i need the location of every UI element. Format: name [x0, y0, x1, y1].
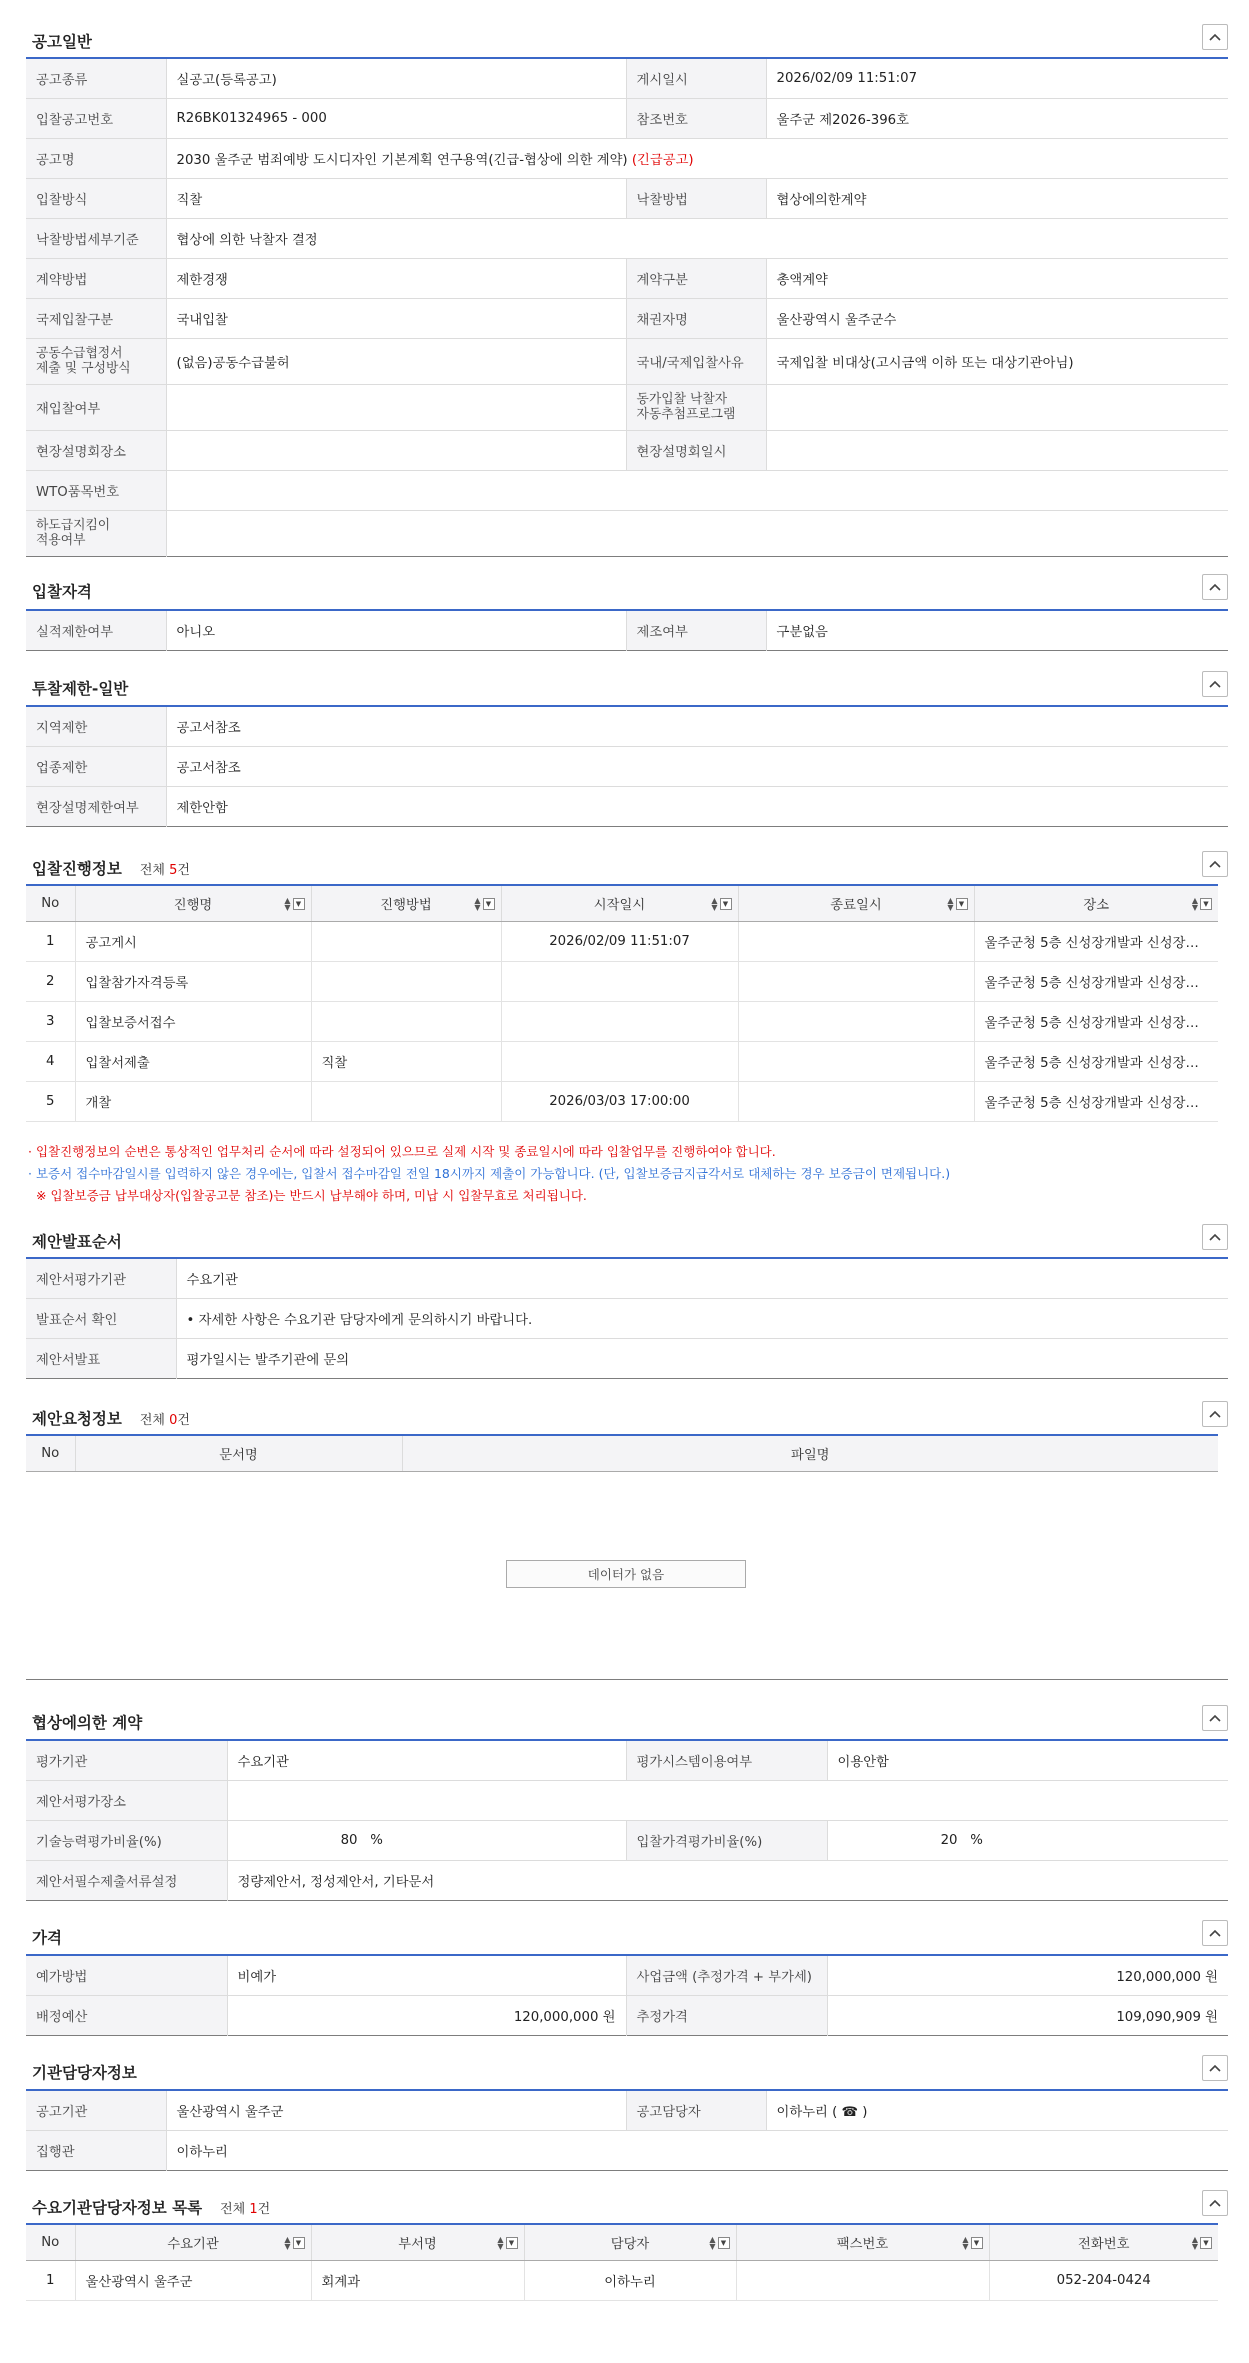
cell-place: 울주군청 5층 신성장개발과 신성장… — [974, 921, 1218, 961]
negotiation-table — [26, 1739, 1228, 1901]
cell-step-name: 개찰 — [75, 1081, 311, 1121]
sort-filter-control[interactable] — [711, 897, 731, 911]
cell-step-method — [311, 1001, 501, 1041]
award-detail-value: 협상에 의한 낙찰자 결정 — [166, 218, 1228, 258]
contract-method-value: 제한경쟁 — [166, 258, 626, 298]
cell-no: 3 — [26, 1001, 75, 1041]
chevron-up-icon — [1209, 2199, 1221, 2207]
filter-dropdown-icon[interactable]: ▼ — [1200, 2237, 1212, 2249]
collapse-button[interactable] — [1202, 2190, 1228, 2216]
cell-no: 1 — [26, 921, 75, 961]
count-prefix: 전체 — [139, 863, 170, 878]
subcontract-label-line1: 하도급지킴이 — [36, 518, 111, 533]
cell-no: 4 — [26, 1041, 75, 1081]
qualification-table — [26, 609, 1228, 651]
site-limit-label: 현장설명제한여부 — [26, 786, 166, 826]
site-date-label: 현장설명회일시 — [626, 430, 766, 470]
price-ratio-cell — [827, 1820, 1228, 1860]
col-person[interactable] — [524, 2224, 736, 2260]
mfg-value: 구분없음 — [776, 624, 828, 640]
cell-no: 5 — [26, 1081, 75, 1121]
section-header-progress — [26, 851, 1228, 881]
col-fax[interactable] — [736, 2224, 989, 2260]
column-header-label: No — [41, 2234, 60, 2250]
col-no — [26, 2224, 75, 2260]
price-method-value: 비예가 — [227, 1955, 626, 1995]
collapse-button[interactable] — [1202, 574, 1228, 600]
order-label: 발표순서 확인 — [26, 1298, 176, 1338]
cell-end-date — [738, 961, 974, 1001]
sort-icon[interactable]: ▲ ▼ — [284, 896, 291, 912]
section-title: 입찰자격 — [32, 583, 92, 601]
column-header-label: 수요기관 — [167, 2236, 219, 2252]
person-value: 이하누리 ( ☎ ) — [766, 2090, 1228, 2130]
request-table — [26, 1434, 1218, 1472]
section-header-limit — [26, 671, 1228, 701]
notice-type-value: 실공고(등록공고) — [166, 58, 626, 98]
cell-start-date — [501, 1001, 738, 1041]
cell-start-date: 2026/02/09 11:51:07 — [501, 921, 738, 961]
org-label: 공고기관 — [26, 2090, 166, 2130]
column-header-label: 부서명 — [398, 2236, 437, 2252]
column-header-label: No — [41, 895, 60, 911]
col-file-name: 파일명 — [402, 1435, 1218, 1471]
column-header-label: 시작일시 — [593, 897, 646, 913]
progress-notice-2: · 보증서 접수마감일시를 입력하지 않은 경우에는, 입찰서 접수마감일 전일 18시까지 제출이 가능합니다. (단, 입찰보증금지급각서로 대체하는 경우 보증금이 면제됩니다.) — [28, 1166, 951, 1181]
subcontract-label — [26, 510, 166, 556]
col-no: No — [26, 1435, 75, 1471]
sort-icon[interactable]: ▲ ▼ — [711, 896, 718, 912]
price-table — [26, 1954, 1228, 2036]
intl-label: 국제입찰구분 — [26, 298, 166, 338]
sort-icon[interactable]: ▲ ▼ — [284, 2235, 291, 2251]
section-header-presentation — [26, 1224, 1228, 1254]
section-header-price — [26, 1920, 1228, 1950]
cell-end-date — [738, 921, 974, 961]
same-price-label-line1: 동가입찰 낙찰자 — [636, 392, 728, 407]
joint-value: (없음)공동수급불허 — [166, 338, 626, 384]
sort-icon[interactable]: ▲ ▼ — [947, 896, 954, 912]
notice-name-cell — [166, 138, 1228, 178]
count-prefix: 전체 — [139, 1413, 170, 1428]
filter-dropdown-icon[interactable]: ▼ — [956, 898, 968, 910]
column-header-label: 담당자 — [610, 2236, 650, 2252]
cell-end-date — [738, 1041, 974, 1081]
section-title: 가격 — [32, 1929, 62, 1947]
progress-table — [26, 884, 1218, 1122]
col-demand-org[interactable] — [75, 2224, 311, 2260]
tech-ratio-label: 기술능력평가비율(%) — [26, 1820, 227, 1860]
order-value: • 자세한 사항은 수요기관 담당자에게 문의하시기 바랍니다. — [176, 1298, 1228, 1338]
cell-step-name: 공고게시 — [75, 921, 311, 961]
cell-phone: 052-204-0424 — [989, 2260, 1218, 2300]
cell-no: 2 — [26, 961, 75, 1001]
collapse-button[interactable] — [1202, 1920, 1228, 1946]
perf-label: 실적제한여부 — [26, 610, 166, 650]
presentation-table — [26, 1257, 1228, 1379]
cell-step-method — [311, 961, 501, 1001]
collapse-button[interactable] — [1202, 1224, 1228, 1250]
urgent-badge: (긴급공고) — [631, 152, 694, 168]
region-label: 지역제한 — [26, 706, 166, 746]
section-title: 공고일반 — [32, 33, 92, 51]
estimate-label: 추정가격 — [626, 1995, 827, 2035]
column-header-label: 종료일시 — [830, 897, 882, 913]
col-end-date[interactable] — [738, 885, 974, 921]
same-price-label-line2: 자동추첨프로그램 — [636, 407, 736, 422]
demand-table — [26, 2223, 1218, 2301]
cell-start-date — [501, 1041, 738, 1081]
price-method-label: 예가방법 — [26, 1955, 227, 1995]
ref-no-label: 참조번호 — [626, 98, 766, 138]
tech-ratio-unit: % — [370, 1832, 383, 1848]
collapse-button[interactable] — [1202, 851, 1228, 877]
bid-no-value: R26BK01324965 - 000 — [166, 98, 626, 138]
filter-dropdown-icon[interactable]: ▼ — [483, 898, 495, 910]
progress-notice-3: ※ 입찰보증금 납부대상자(입찰공고문 참조)는 반드시 납부해야 하며, 미납 시 입찰무효로 처리됩니다. — [36, 1188, 587, 1203]
rebid-value — [166, 384, 626, 430]
subcontract-label-line2: 적용여부 — [36, 533, 86, 548]
collapse-button[interactable] — [1202, 24, 1228, 50]
budget-label: 배정예산 — [26, 1995, 227, 2035]
chevron-up-icon — [1209, 1929, 1221, 1937]
cell-step-name: 입찰참가자격등록 — [75, 961, 311, 1001]
intl-reason-value: 국제입찰 비대상(고시금액 이하 또는 대상기관아님) — [766, 338, 1228, 384]
column-header-label: 진행명 — [173, 897, 213, 913]
post-date-label: 게시일시 — [626, 58, 766, 98]
contract-method-label: 계약방법 — [26, 258, 166, 298]
wto-label: WTO품목번호 — [26, 470, 166, 510]
collapse-button[interactable] — [1202, 2055, 1228, 2081]
ref-no-value: 울주군 제2026-396호 — [766, 98, 1228, 138]
cell-place: 울주군청 5층 신성장개발과 신성장… — [974, 1041, 1218, 1081]
chevron-up-icon — [1209, 33, 1221, 41]
section-title: 기관담당자정보 — [32, 2064, 137, 2082]
notice-name-label: 공고명 — [26, 138, 166, 178]
table-row — [26, 1081, 1218, 1121]
section-header-qualification — [26, 574, 1228, 604]
cell-step-method — [311, 1081, 501, 1121]
sort-filter-control[interactable] — [497, 2236, 517, 2250]
collapse-button[interactable] — [1202, 1401, 1228, 1427]
post-date-value: 2026/02/09 11:51:07 — [766, 58, 1228, 98]
price-ratio-unit: % — [970, 1832, 983, 1848]
perf-value: 아니오 — [166, 610, 626, 650]
count-number: 0 — [169, 1413, 178, 1428]
cell-step-name: 입찰서제출 — [75, 1041, 311, 1081]
request-count — [140, 1413, 190, 1428]
table-row — [26, 1001, 1218, 1041]
sort-icon[interactable]: ▲ ▼ — [497, 2235, 504, 2251]
column-header-label: 진행방법 — [380, 897, 432, 913]
joint-label-line2: 제출 및 구성방식 — [36, 361, 131, 376]
section-title: 투찰제한-일반 — [32, 680, 129, 698]
cell-dept: 회계과 — [311, 2260, 524, 2300]
bid-method-label: 입찰방식 — [26, 178, 166, 218]
col-step-method[interactable] — [311, 885, 501, 921]
count-prefix: 전체 — [220, 2202, 250, 2217]
progress-count — [140, 863, 190, 878]
present-value: 평가일시는 발주기관에 문의 — [186, 1352, 350, 1368]
column-header-label: 장소 — [1083, 897, 1110, 913]
sort-filter-control[interactable] — [962, 2236, 982, 2250]
filter-dropdown-icon[interactable]: ▼ — [506, 2237, 518, 2249]
eval-place-value — [227, 1780, 1228, 1820]
cell-place: 울주군청 5층 신성장개발과 신성장… — [974, 1001, 1218, 1041]
same-price-value — [766, 384, 1228, 430]
site-limit-value: 제한안함 — [176, 800, 228, 816]
table-row — [26, 2260, 1218, 2300]
col-place[interactable] — [974, 885, 1218, 921]
bid-no-label: 입찰공고번호 — [26, 98, 166, 138]
intl-reason-label: 국내/국제입찰사유 — [626, 338, 766, 384]
eval-org-label: 제안서평가기관 — [26, 1258, 176, 1298]
table-row — [26, 1041, 1218, 1081]
award-method-label: 낙찰방법 — [626, 178, 766, 218]
collapse-button[interactable] — [1202, 671, 1228, 697]
cell-end-date — [738, 1001, 974, 1041]
cell-start-date: 2026/03/03 17:00:00 — [501, 1081, 738, 1121]
system-label: 평가시스템이용여부 — [626, 1740, 827, 1780]
section-title: 제안발표순서 — [32, 1233, 122, 1251]
section-title-text: 수요기관담당자정보 목록 — [32, 2199, 203, 2217]
creditor-label: 채권자명 — [626, 298, 766, 338]
progress-notice-1: · 입찰진행정보의 순번은 통상적인 업무처리 순서에 따라 설정되어 있으므로 실제 시작 및 종료일시에 따라 입찰업무를 진행하여야 합니다. — [28, 1144, 776, 1159]
demand-count — [220, 2202, 270, 2217]
notice-name-value: 2030 울주군 범죄예방 도시디자인 기본계획 연구용역(긴급-협상에 의한 계약) — [176, 152, 628, 168]
request-empty-area — [26, 1470, 1228, 1680]
sort-icon[interactable]: ▲ ▼ — [474, 896, 481, 912]
cell-step-method: 직찰 — [311, 1041, 501, 1081]
chevron-up-icon — [1209, 680, 1221, 688]
joint-label-line1: 공동수급협정서 — [36, 346, 123, 361]
sort-filter-control[interactable] — [947, 897, 967, 911]
required-docs-value: 정량제안서, 정성제안서, 기타문서 — [237, 1874, 435, 1890]
filter-dropdown-icon[interactable]: ▼ — [971, 2237, 983, 2249]
section-title — [32, 2196, 270, 2218]
cell-place: 울주군청 5층 신성장개발과 신성장… — [974, 1081, 1218, 1121]
cell-place: 울주군청 5층 신성장개발과 신성장… — [974, 961, 1218, 1001]
filter-dropdown-icon[interactable]: ▼ — [1200, 898, 1212, 910]
estimate-value: 109,090,909 원 — [1116, 2009, 1218, 2025]
site-place-label: 현장설명회장소 — [26, 430, 166, 470]
section-title — [32, 857, 190, 879]
subcontract-value — [166, 510, 1228, 556]
eval-org-value: 수요기관 — [176, 1258, 1228, 1298]
tech-ratio-cell — [227, 1820, 626, 1860]
cell-start-date — [501, 961, 738, 1001]
section-header-general — [26, 24, 1228, 54]
person-label: 공고담당자 — [626, 2090, 766, 2130]
org-value: 울산광역시 울주군 — [166, 2090, 626, 2130]
table-row — [26, 961, 1218, 1001]
collapse-button[interactable] — [1202, 1705, 1228, 1731]
filter-dropdown-icon[interactable]: ▼ — [293, 2237, 305, 2249]
section-title-text: 입찰진행정보 — [32, 860, 122, 878]
site-place-value — [166, 430, 626, 470]
section-header-agency — [26, 2055, 1228, 2085]
col-step-name[interactable] — [75, 885, 311, 921]
limit-table — [26, 705, 1228, 827]
col-start-date[interactable] — [501, 885, 738, 921]
cell-end-date — [738, 1081, 974, 1121]
filter-dropdown-icon[interactable]: ▼ — [720, 898, 732, 910]
section-header-request — [26, 1401, 1228, 1431]
sort-filter-control[interactable] — [284, 897, 304, 911]
project-amount-label: 사업금액 (추정가격 + 부가세) — [626, 1955, 827, 1995]
industry-label: 업종제한 — [26, 746, 166, 786]
col-doc-name: 문서명 — [75, 1435, 402, 1471]
industry-value: 공고서참조 — [166, 746, 1228, 786]
section-header-negotiation — [26, 1705, 1228, 1735]
col-dept[interactable] — [311, 2224, 524, 2260]
eval-place-label: 제안서평가장소 — [26, 1780, 227, 1820]
eval-org-value: 수요기관 — [227, 1740, 626, 1780]
required-docs-label: 제안서필수제출서류설정 — [26, 1860, 227, 1900]
cell-no: 1 — [26, 2260, 75, 2300]
filter-dropdown-icon[interactable]: ▼ — [718, 2237, 730, 2249]
count-number: 5 — [169, 863, 178, 878]
section-title-text: 제안요청정보 — [32, 1410, 122, 1428]
award-detail-label: 낙찰방법세부기준 — [26, 218, 166, 258]
bid-method-value: 직찰 — [166, 178, 626, 218]
budget-value: 120,000,000 원 — [227, 1995, 626, 2035]
agency-table — [26, 2089, 1228, 2171]
sort-icon[interactable]: ▲ ▼ — [709, 2235, 716, 2251]
count-suffix: 건 — [257, 2202, 271, 2217]
sort-filter-control[interactable] — [1192, 2236, 1212, 2250]
sort-icon[interactable]: ▲ ▼ — [962, 2235, 969, 2251]
cell-step-method — [311, 921, 501, 961]
chevron-up-icon — [1209, 1233, 1221, 1241]
intl-value: 국내입찰 — [166, 298, 626, 338]
sort-icon[interactable]: ▲ ▼ — [1191, 896, 1198, 912]
contract-type-label: 계약구분 — [626, 258, 766, 298]
exec-label: 집행관 — [26, 2130, 166, 2170]
general-info-table — [26, 57, 1228, 557]
count-suffix: 건 — [177, 1413, 190, 1428]
count-number: 1 — [249, 2202, 258, 2217]
site-date-value — [766, 430, 1228, 470]
section-header-demand — [26, 2190, 1228, 2220]
present-label: 제안서발표 — [26, 1338, 176, 1378]
contract-type-value: 총액계약 — [766, 258, 1228, 298]
cell-step-name: 입찰보증서접수 — [75, 1001, 311, 1041]
chevron-up-icon — [1209, 860, 1221, 868]
filter-dropdown-icon[interactable]: ▼ — [293, 898, 305, 910]
col-phone[interactable] — [989, 2224, 1218, 2260]
cell-person: 이하누리 — [524, 2260, 736, 2300]
table-row — [26, 921, 1218, 961]
project-amount-value: 120,000,000 원 — [827, 1955, 1228, 1995]
sort-filter-control[interactable] — [284, 2236, 304, 2250]
sort-filter-control[interactable] — [1192, 897, 1212, 911]
tech-ratio-value: 80 — [340, 1832, 358, 1848]
region-value: 공고서참조 — [166, 706, 1228, 746]
eval-org-label: 평가기관 — [26, 1740, 227, 1780]
price-ratio-label: 입찰가격평가비율(%) — [626, 1820, 827, 1860]
chevron-up-icon — [1209, 583, 1221, 591]
section-title: 협상에의한 계약 — [32, 1714, 143, 1732]
creditor-value: 울산광역시 울주군수 — [766, 298, 1228, 338]
price-ratio-value: 20 — [940, 1832, 958, 1848]
chevron-up-icon — [1209, 1714, 1221, 1722]
chevron-up-icon — [1209, 1410, 1221, 1418]
cell-fax — [736, 2260, 989, 2300]
same-price-label — [626, 384, 766, 430]
mfg-label: 제조여부 — [626, 610, 766, 650]
cell-demand-org: 울산광역시 울주군 — [75, 2260, 311, 2300]
rebid-label: 재입찰여부 — [26, 384, 166, 430]
column-header-label: 전화번호 — [1078, 2236, 1130, 2252]
notice-type-label: 공고종류 — [26, 58, 166, 98]
exec-value: 이하누리 — [176, 2144, 228, 2160]
chevron-up-icon — [1209, 2064, 1221, 2072]
wto-value — [166, 470, 1228, 510]
column-header-label: 팩스번호 — [836, 2236, 889, 2252]
no-data-message: 데이터가 없음 — [506, 1560, 746, 1588]
award-method-value: 협상에의한계약 — [766, 178, 1228, 218]
system-value: 이용안함 — [827, 1740, 1228, 1780]
joint-label — [26, 338, 166, 384]
count-suffix: 건 — [177, 863, 190, 878]
sort-icon[interactable]: ▲ ▼ — [1191, 2235, 1198, 2251]
sort-filter-control[interactable] — [474, 897, 494, 911]
col-no — [26, 885, 75, 921]
sort-filter-control[interactable] — [709, 2236, 729, 2250]
section-title — [32, 1407, 190, 1429]
